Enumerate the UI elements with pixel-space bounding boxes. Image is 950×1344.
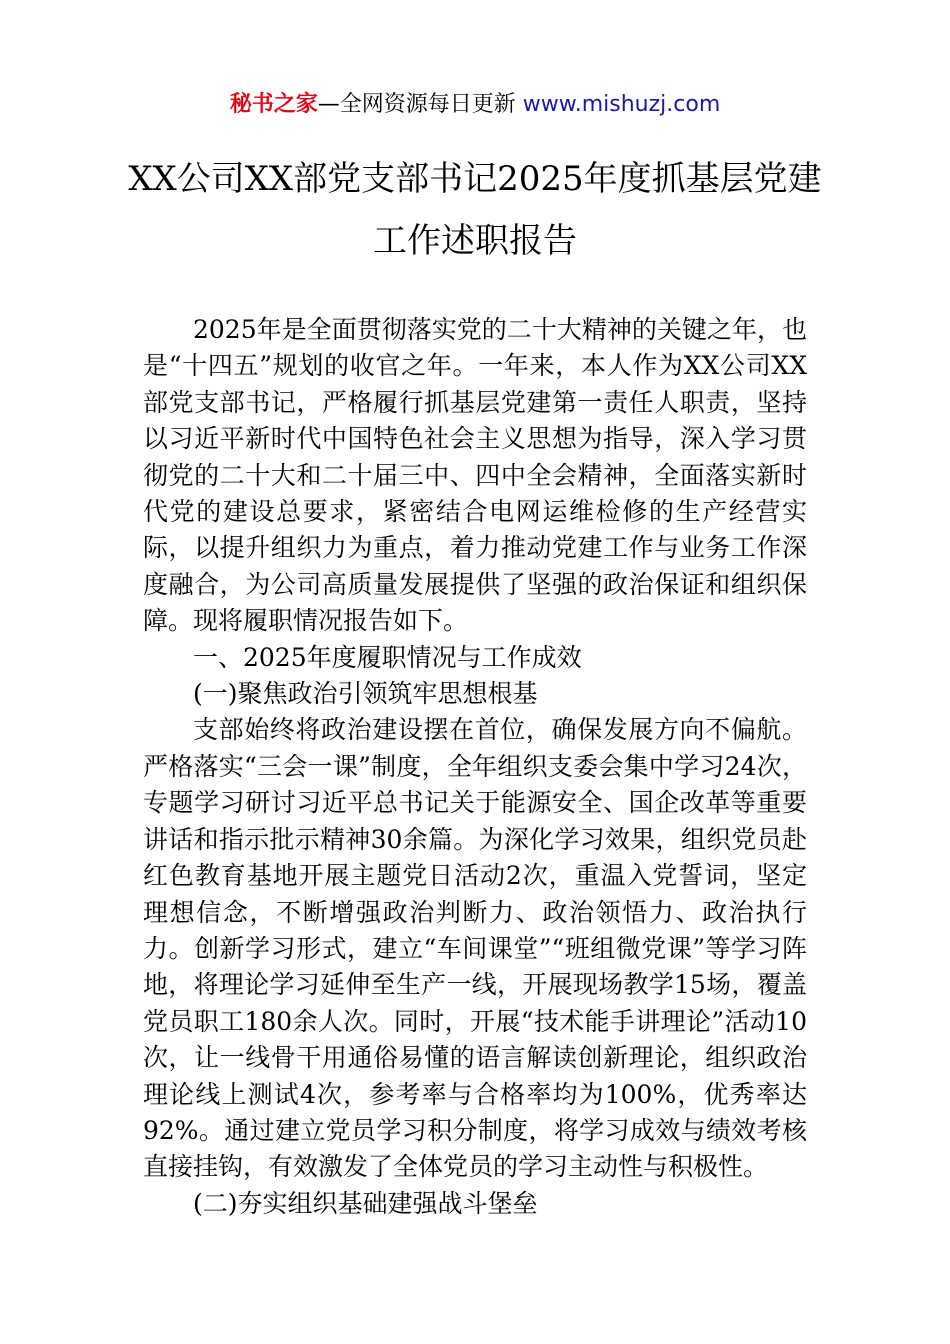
section-heading-1: 一、2025年度履职情况与工作成效 — [193, 642, 582, 672]
site-url-link[interactable]: www.mishuzj.com — [522, 92, 721, 117]
site-tagline: —全网资源每日更新 — [317, 92, 523, 117]
body-paragraph: 支部始终将政治建设摆在首位，确保发展方向不偏航。严格落实“三会一课”制度，全年组织支委会集中学习24次，专题学习研讨习近平总书记关于能源安全、国企改革等重要讲话和指示批示精神30余篇。为深化学习效果，组织党员赴红色教育基地开展主题党日活动2次，重温入党誓词，坚定理想信念，不断增强政治判断力、政治领悟力、政治执行力。创新学习形式，建立“车间课堂”“班组微党课”等学习阵地，将理论学习延伸至生产一线，开展现场教学15场，覆盖党员职工180余人次。同时，开展“技术能手讲理论”活动10次，让一线骨干用通俗易懂的语言解读创新理论，组织政治理论线上测试4次，参考率与合格率均为100%，优秀率达92%。通过建立党员学习积分制度，将学习成效与绩效考核直接挂钩，有效激发了全体党员的学习主动性与积极性。 — [143, 715, 807, 1182]
intro-paragraph: 2025年是全面贯彻落实党的二十大精神的关键之年，也是“十四五”规划的收官之年。一年来，本人作为XX公司XX部党支部书记，严格履行抓基层党建第一责任人职责，坚持以习近平新时代中国特色社会主义思想为指导，深入学习贯彻党的二十大和二十届三中、四中全会精神，全面落实新时代党的建设总要求，紧密结合电网运维检修的生产经营实际，以提升组织力为重点，着力推动党建工作与业务工作深度融合，为公司高质量发展提供了坚强的政治保证和组织保障。现将履职情况报告如下。 — [143, 315, 807, 636]
subsection-heading-2: (二)夯实组织基础建强战斗堡垒 — [193, 1188, 538, 1218]
site-banner — [0, 88, 950, 122]
document-title: XX公司XX部党支部书记2025年度抓基层党建工作述职报告 — [128, 159, 822, 261]
subsection-heading-1: (一)聚焦政治引领筑牢思想根基 — [193, 679, 538, 709]
document-body — [143, 312, 807, 1222]
site-brand-name: 秘书之家 — [229, 92, 318, 117]
